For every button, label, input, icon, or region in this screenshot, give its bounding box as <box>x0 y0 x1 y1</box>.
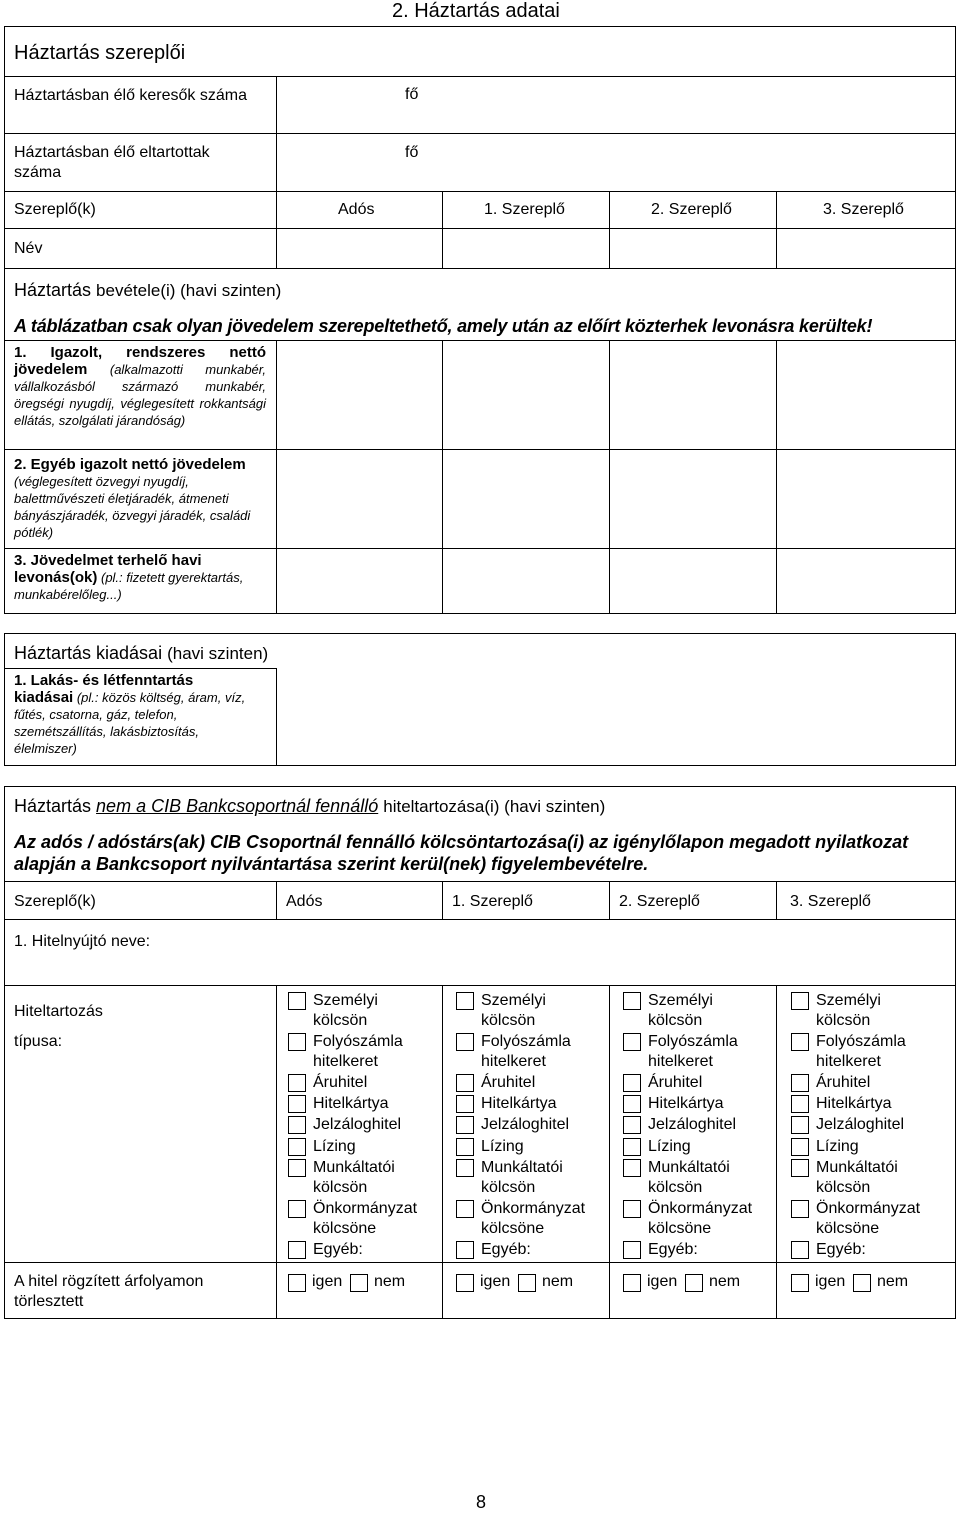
debt-type-option-label: Áruhitel <box>481 1074 536 1091</box>
debt-type-option-label: Munkáltatói kölcsön <box>816 1159 898 1196</box>
debt-type-option-label: Áruhitel <box>816 1074 871 1091</box>
fixed-rate-no-label: nem <box>542 1273 574 1290</box>
actors-title: Háztartás szereplői <box>14 42 186 64</box>
debt-type-checkbox-actor1[interactable] <box>456 1095 474 1113</box>
debt-type-checkbox-debtor[interactable] <box>288 1116 306 1134</box>
dependents-label: Háztartásban élő eltartottak száma <box>14 144 210 181</box>
debt-type-checkbox-actor2[interactable] <box>623 992 641 1010</box>
debt-type-checkbox-actor1[interactable] <box>456 1033 474 1051</box>
debt-type-checkbox-debtor[interactable] <box>288 1074 306 1092</box>
debt-type-option-label: Lízing <box>313 1138 356 1155</box>
fixed-rate-yes-label: igen <box>312 1273 343 1290</box>
debt-type-option-label: Áruhitel <box>648 1074 703 1091</box>
debt-type-checkbox-actor1[interactable] <box>456 1159 474 1177</box>
income-item1: 1. Igazolt, rendszeres nettó jövedelem (alkalmazotti munkabér, vállalkozásból származó munkabér, öregségi nyugdíj, véglegesített rokkantsági ellátás, szolgálati járandóság) <box>14 344 266 428</box>
col-role: Szereplő(k) <box>14 201 96 218</box>
debt-type-checkbox-actor3[interactable] <box>791 992 809 1010</box>
debt-type-checkbox-actor2[interactable] <box>623 1200 641 1218</box>
debt-type-option-label: Lízing <box>481 1138 524 1155</box>
dependents-unit: fő <box>405 144 419 161</box>
fixed-rate-yes-checkbox-actor2[interactable] <box>623 1274 641 1292</box>
col-actor2: 2. Szereplő <box>651 201 732 218</box>
lender-label: 1. Hitelnyújtó neve: <box>14 933 151 950</box>
debt-type-option-label: Folyószámla hitelkeret <box>481 1033 571 1070</box>
debt-type-checkbox-actor2[interactable] <box>623 1241 641 1259</box>
debt-type-option-label: Munkáltatói kölcsön <box>481 1159 563 1196</box>
debt-type-option-label: Lízing <box>648 1138 691 1155</box>
debt-type-option-label: Egyéb: <box>816 1241 866 1258</box>
earners-label: Háztartásban élő keresők száma <box>14 87 247 104</box>
debt-col-debtor: Adós <box>286 893 323 910</box>
debt-type-checkbox-debtor[interactable] <box>288 1138 306 1156</box>
income-note: A táblázatban csak olyan jövedelem szerepeltethető, amely után az előírt közterhek levonásra kerültek! <box>14 316 873 336</box>
fixed-rate-no-checkbox-debtor[interactable] <box>350 1274 368 1292</box>
debt-type-option-label: Munkáltatói kölcsön <box>648 1159 730 1196</box>
debt-type-option-label: Jelzáloghitel <box>816 1116 905 1133</box>
debt-type-checkbox-actor2[interactable] <box>623 1138 641 1156</box>
debt-type-checkbox-actor2[interactable] <box>623 1159 641 1177</box>
col-actor3: 3. Szereplő <box>823 201 904 218</box>
debt-type-checkbox-debtor[interactable] <box>288 1095 306 1113</box>
income-item3: 3. Jövedelmet terhelő havi levonás(ok) (pl.: fizetett gyerektartás, munkabérelőleg...) <box>14 552 244 602</box>
debt-type-checkbox-actor2[interactable] <box>623 1095 641 1113</box>
debt-type-option-label: Egyéb: <box>313 1241 363 1258</box>
debt-type-option-label: Személyi kölcsön <box>816 992 881 1029</box>
earners-unit: fő <box>405 86 419 103</box>
debt-type-label-2: típusa: <box>14 1033 63 1050</box>
debts-title: Háztartás nem a CIB Bankcsoportnál fennálló hiteltartozása(i) (havi szinten) <box>14 796 606 816</box>
fixed-rate-yes-checkbox-actor1[interactable] <box>456 1274 474 1292</box>
debt-type-option-label: Személyi kölcsön <box>481 992 546 1029</box>
debt-type-checkbox-actor2[interactable] <box>623 1033 641 1051</box>
debt-type-checkbox-actor3[interactable] <box>791 1074 809 1092</box>
debt-type-option-label: Folyószámla hitelkeret <box>648 1033 738 1070</box>
expenses-item1: 1. Lakás- és létfenntartás kiadásai (pl.: közös költség, áram, víz, fűtés, csatorna, gáz, telefon, szemétszállítás, lakásbiztosítás, élelmiszer) <box>14 672 246 756</box>
debt-type-checkbox-actor2[interactable] <box>623 1116 641 1134</box>
debt-type-option-label: Egyéb: <box>648 1241 698 1258</box>
debt-type-option-label: Jelzáloghitel <box>313 1116 402 1133</box>
debt-type-checkbox-actor3[interactable] <box>791 1033 809 1051</box>
debt-type-option-label: Egyéb: <box>481 1241 531 1258</box>
expenses-title: Háztartás kiadásai (havi szinten) <box>14 643 269 663</box>
debt-type-checkbox-debtor[interactable] <box>288 1200 306 1218</box>
debt-col-actor1: 1. Szereplő <box>452 893 533 910</box>
income-item2: 2. Egyéb igazolt nettó jövedelem (véglegesített özvegyi nyugdíj, balettművészeti életjáradék, átmeneti bányászjáradék, özvegyi járadék, családi pótlék) <box>14 456 251 540</box>
col-actor1: 1. Szereplő <box>484 201 565 218</box>
debt-type-checkbox-debtor[interactable] <box>288 1033 306 1051</box>
debt-type-checkbox-actor1[interactable] <box>456 1074 474 1092</box>
fixed-rate-no-label: nem <box>877 1273 909 1290</box>
fixed-rate-no-label: nem <box>374 1273 406 1290</box>
fixed-rate-yes-checkbox-debtor[interactable] <box>288 1274 306 1292</box>
debt-type-checkbox-actor3[interactable] <box>791 1241 809 1259</box>
debt-type-checkbox-debtor[interactable] <box>288 992 306 1010</box>
debt-type-option-label: Önkormányzat kölcsöne <box>648 1200 753 1237</box>
debt-type-option-label: Munkáltatói kölcsön <box>313 1159 395 1196</box>
debt-type-option-label: Hitelkártya <box>816 1095 892 1112</box>
debt-type-option-label: Önkormányzat kölcsöne <box>481 1200 586 1237</box>
debt-type-option-label: Áruhitel <box>313 1074 368 1091</box>
debt-type-option-label: Lízing <box>816 1138 859 1155</box>
fixed-rate-no-checkbox-actor1[interactable] <box>518 1274 536 1292</box>
debt-type-checkbox-actor3[interactable] <box>791 1138 809 1156</box>
fixed-rate-label: A hitel rögzített árfolyamon törlesztett <box>14 1273 204 1310</box>
debt-type-label: Hiteltartozás <box>14 1003 103 1020</box>
income-title: Háztartás bevétele(i) (havi szinten) <box>14 280 282 300</box>
debt-type-option-label: Hitelkártya <box>481 1095 557 1112</box>
debt-type-checkbox-actor1[interactable] <box>456 1138 474 1156</box>
debt-col-role: Szereplő(k) <box>14 893 96 910</box>
debt-type-checkbox-actor3[interactable] <box>791 1200 809 1218</box>
debt-type-option-label: Folyószámla hitelkeret <box>313 1033 403 1070</box>
debt-type-checkbox-actor1[interactable] <box>456 1116 474 1134</box>
debt-type-checkbox-actor1[interactable] <box>456 992 474 1010</box>
debt-col-actor3: 3. Szereplő <box>790 893 871 910</box>
debt-type-option-label: Folyószámla hitelkeret <box>816 1033 906 1070</box>
fixed-rate-yes-label: igen <box>647 1273 678 1290</box>
debt-type-option-label: Jelzáloghitel <box>648 1116 737 1133</box>
debt-type-option-label: Önkormányzat kölcsöne <box>816 1200 921 1237</box>
debt-type-option-label: Jelzáloghitel <box>481 1116 570 1133</box>
fixed-rate-no-label: nem <box>709 1273 741 1290</box>
debt-type-checkbox-actor3[interactable] <box>791 1159 809 1177</box>
debt-type-checkbox-actor3[interactable] <box>791 1116 809 1134</box>
debt-type-checkbox-actor1[interactable] <box>456 1200 474 1218</box>
debt-type-option-label: Hitelkártya <box>313 1095 389 1112</box>
col-debtor: Adós <box>338 201 375 218</box>
debt-type-checkbox-actor1[interactable] <box>456 1241 474 1259</box>
debt-type-option-label: Személyi kölcsön <box>313 992 378 1029</box>
debt-type-checkbox-actor2[interactable] <box>623 1074 641 1092</box>
debt-type-option-label: Önkormányzat kölcsöne <box>313 1200 418 1237</box>
debts-note: Az adós / adóstárs(ak) CIB Csoportnál fennálló kölcsöntartozása(i) az igénylőlapon megadott nyilatkozat alapján a Bankcsoport nyilvántartása szerint kerül(nek) figyelembevételre. <box>14 832 909 874</box>
fixed-rate-yes-label: igen <box>480 1273 511 1290</box>
name-label: Név <box>14 240 43 257</box>
debt-type-option-label: Személyi kölcsön <box>648 992 713 1029</box>
debt-type-checkbox-debtor[interactable] <box>288 1159 306 1177</box>
fixed-rate-no-checkbox-actor3[interactable] <box>853 1274 871 1292</box>
debt-type-option-label: Hitelkártya <box>648 1095 724 1112</box>
debt-col-actor2: 2. Szereplő <box>619 893 700 910</box>
debt-type-checkbox-debtor[interactable] <box>288 1241 306 1259</box>
fixed-rate-yes-label: igen <box>815 1273 846 1290</box>
fixed-rate-yes-checkbox-actor3[interactable] <box>791 1274 809 1292</box>
section-title: 2. Háztartás adatai <box>392 0 560 22</box>
debt-type-checkbox-actor3[interactable] <box>791 1095 809 1113</box>
fixed-rate-no-checkbox-actor2[interactable] <box>685 1274 703 1292</box>
page-number: 8 <box>476 1492 487 1512</box>
